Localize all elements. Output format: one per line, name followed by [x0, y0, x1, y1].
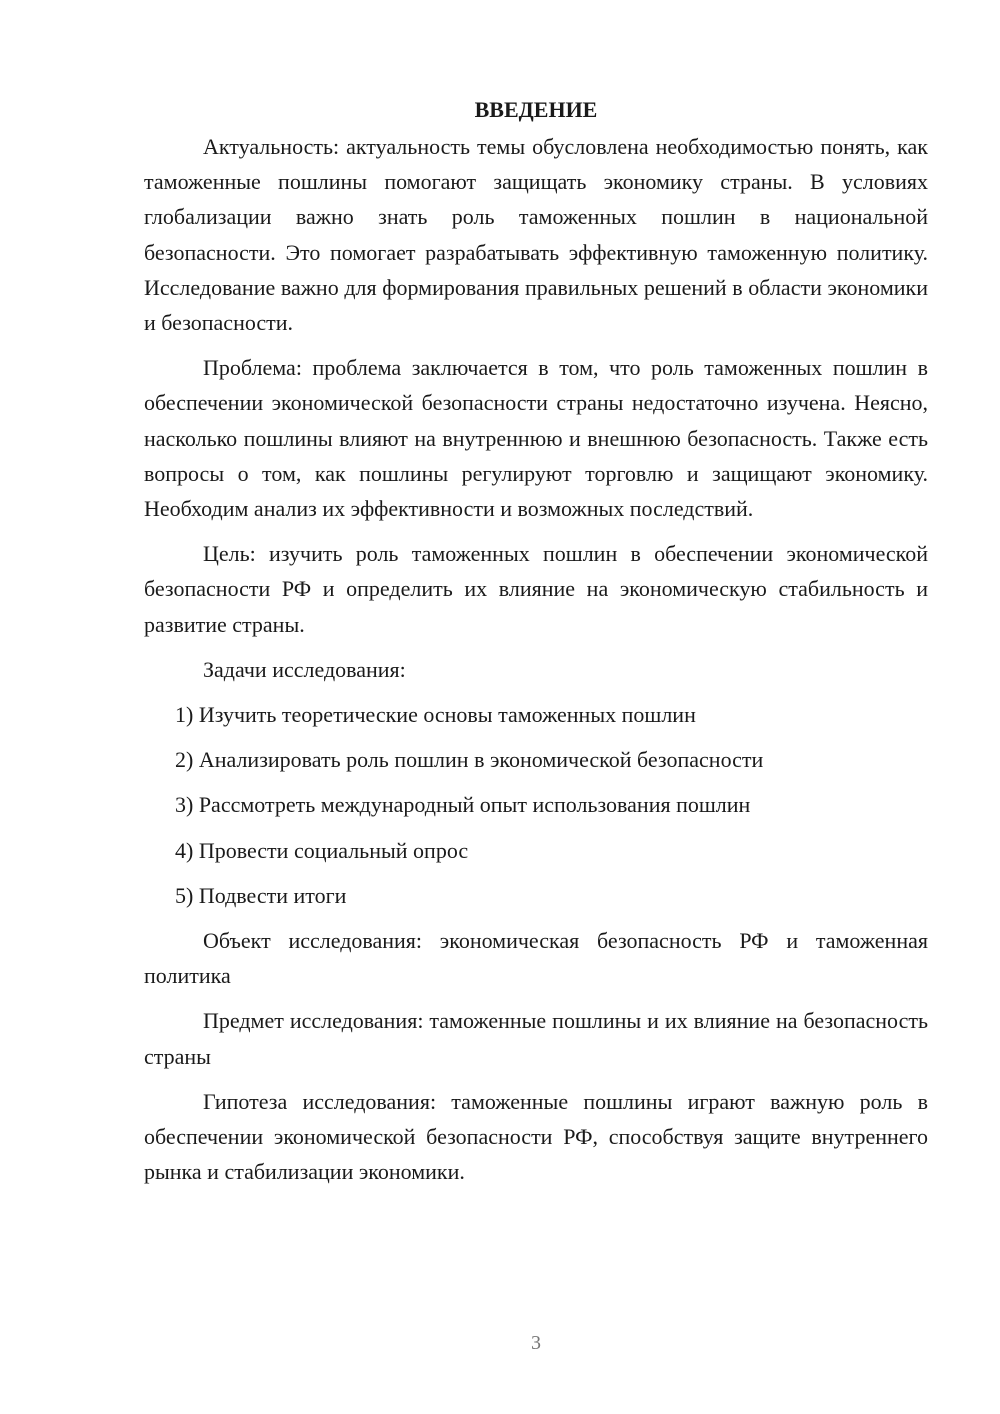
- relevance-paragraph: Актуальность: актуальность темы обусловлена необходимостью понять, как таможенные пошлины помогают защищать экономику страны. В условиях глобализации важно знать роль таможенных пошлин в национальной безопасности. Это помогает разрабатывать эффективную таможенную политику. Исследование важно для формирования правильных решений в области экономики и безопасности.: [144, 134, 928, 336]
- hypothesis-paragraph: Гипотеза исследования: таможенные пошлины играют важную роль в обеспечении экономической безопасности РФ, способствуя защите внутреннего рынка и стабилизации экономики.: [144, 1088, 928, 1185]
- object-paragraph: Объект исследования: экономическая безопасность РФ и таможенная политика: [144, 928, 928, 989]
- goal-paragraph: Цель: изучить роль таможенных пошлин в обеспечении экономической безопасности РФ и определить их влияние на экономическую стабильность и развитие страны.: [144, 541, 928, 637]
- list-item: 3) Рассмотреть международный опыт использования пошлин: [175, 792, 751, 818]
- list-item: 4) Провести социальный опрос: [175, 837, 469, 863]
- document-page: [144, 92, 928, 1199]
- tasks-heading: Задачи исследования:: [203, 656, 406, 682]
- subject-paragraph: Предмет исследования: таможенные пошлины и их влияние на безопасность страны: [144, 1008, 928, 1069]
- tasks-list: [144, 697, 928, 913]
- page-number: 3: [531, 1332, 541, 1354]
- list-item: 5) Подвести итоги: [175, 882, 347, 908]
- list-item: 2) Анализировать роль пошлин в экономической безопасности: [175, 747, 764, 773]
- problem-paragraph: Проблема: проблема заключается в том, что роль таможенных пошлин в обеспечении экономической безопасности страны недостаточно изучена. Неясно, насколько пошлины влияют на внутреннюю и внешнюю безопасность. Также есть вопросы о том, как пошлины регулируют торговлю и защищают экономику. Необходим анализ их эффективности и возможных последствий.: [144, 355, 928, 522]
- section-title: ВВЕДЕНИЕ: [474, 97, 598, 122]
- list-item: 1) Изучить теоретические основы таможенных пошлин: [175, 702, 696, 728]
